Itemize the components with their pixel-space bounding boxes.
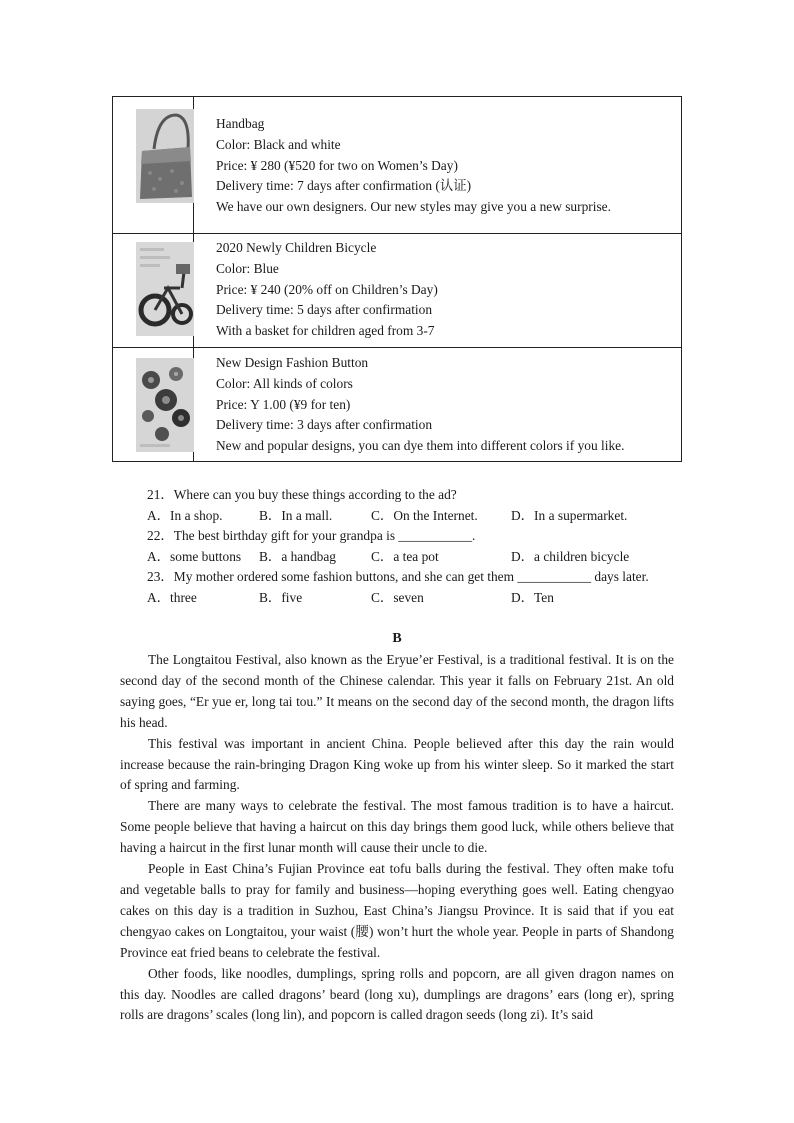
product-color: Color: Black and white xyxy=(216,136,341,152)
product-details xyxy=(216,238,438,342)
product-price: Price: ¥ 240 (20% off on Children’s Day) xyxy=(216,281,438,297)
option-c[interactable]: C．seven xyxy=(371,590,424,605)
product-price: Price: Y 1.00 (¥9 for ten) xyxy=(216,396,351,412)
question-22-options xyxy=(147,547,667,567)
question-23-stem: 23．My mother ordered some fashion buttons, and she can get them ___________ days later. xyxy=(147,569,649,584)
reading-passage xyxy=(120,650,674,1026)
question-21-options xyxy=(147,506,667,526)
product-delivery: Delivery time: 5 days after confirmation xyxy=(216,302,433,318)
buttons-photo-icon xyxy=(136,358,194,452)
option-a[interactable]: A．In a shop. xyxy=(147,508,223,523)
product-note: With a basket for children aged from 3-7 xyxy=(216,323,435,339)
option-a[interactable]: A．three xyxy=(147,590,197,605)
product-name: New Design Fashion Button xyxy=(216,355,369,370)
option-a[interactable]: A．some buttons xyxy=(147,549,242,564)
product-row-buttons xyxy=(113,348,681,462)
product-table xyxy=(112,96,682,462)
product-note: New and popular designs, you can dye them into different colors if you like. xyxy=(216,438,625,454)
product-row-handbag xyxy=(113,97,681,234)
product-color: Color: All kinds of colors xyxy=(216,375,353,391)
product-note: We have our own designers. Our new styles may give you a new surprise. xyxy=(216,199,611,215)
product-details xyxy=(216,114,611,218)
product-name: 2020 Newly Children Bicycle xyxy=(216,240,377,255)
passage-paragraph: Other foods, like noodles, dumplings, spring rolls and popcorn, are all given dragon names on this day. Noodles are called dragons’ beard (long xu), dumplings are dragons’ ears (long er), spring rolls are dragons’ scales (long lin), and popcorn is called dragon seeds (long zi). It’s said xyxy=(120,965,674,1023)
option-d[interactable]: D．Ten xyxy=(511,590,554,605)
option-c[interactable]: C．On the Internet. xyxy=(371,508,478,523)
passage-paragraph: There are many ways to celebrate the festival. The most famous tradition is to have a haircut. Some people believe that having a haircut on this day brings them good luck, while others believe that having a haircut in the first lunar month will cause their uncle to die. xyxy=(120,798,674,856)
option-c[interactable]: C．a tea pot xyxy=(371,549,439,564)
product-row-bicycle xyxy=(113,233,681,348)
option-b[interactable]: B．a handbag xyxy=(259,549,336,564)
passage-paragraph: The Longtaitou Festival, also known as the Eryue’er Festival, is a traditional festival. It is on the second day of the second month of the Chinese calendar. This year it falls on February 21st. An old saying goes, “Er yue er, long tai tou.” It means on the second day of the second month, the dragon lifts his head. xyxy=(120,652,674,730)
option-b[interactable]: B．In a mall. xyxy=(259,508,333,523)
question-21-stem: 21．Where can you buy these things according to the ad? xyxy=(147,487,457,502)
question-22-stem: 22．The best birthday gift for your grandpa is ___________. xyxy=(147,528,476,543)
option-d[interactable]: D．In a supermarket. xyxy=(511,508,628,523)
question-23-options xyxy=(147,588,667,608)
bicycle-photo-icon xyxy=(136,242,194,336)
product-color: Color: Blue xyxy=(216,260,279,276)
product-details xyxy=(216,353,624,457)
option-b[interactable]: B．five xyxy=(259,590,303,605)
handbag-photo-icon xyxy=(136,109,194,203)
product-name: Handbag xyxy=(216,116,265,131)
product-price: Price: ¥ 280 (¥520 for two on Women’s Day) xyxy=(216,157,458,173)
passage-paragraph: People in East China’s Fujian Province eat tofu balls during the festival. They often make tofu and vegetable balls to pray for family and business—hoping everything goes well. Eating chengyao cakes on this day is a tradition in Suzhou, East China’s Jiangsu Province. It is said that if you eat chengyao cakes on Longtaitou, your waist (腰) won’t hurt the whole year. People in parts of Shandong Province eat fried beans to celebrate the festival. xyxy=(120,861,674,960)
section-title: B xyxy=(392,631,402,646)
product-delivery: Delivery time: 3 days after confirmation xyxy=(216,417,433,433)
passage-paragraph: This festival was important in ancient China. People believed after this day the rain would increase because the rain-bringing Dragon King woke up from his winter sleep. So it marked the start of spring and farming. xyxy=(120,735,674,793)
product-delivery: Delivery time: 7 days after confirmation (认证) xyxy=(216,178,472,194)
option-d[interactable]: D．a children bicycle xyxy=(511,549,630,564)
